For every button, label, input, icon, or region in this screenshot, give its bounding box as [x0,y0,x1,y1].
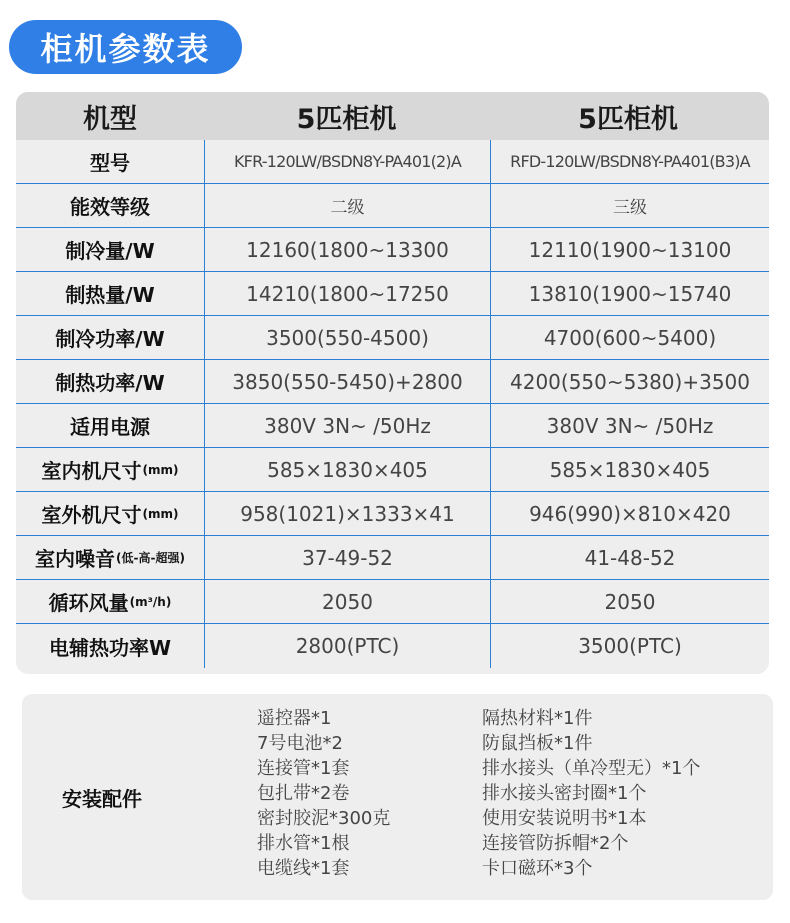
table-row [16,360,769,404]
row-label-text: 适用电源 [70,415,150,439]
row-label-text: 室内噪音 [35,547,116,571]
table-row [16,624,769,668]
cell-unit-b: 946(990)×810×420 [529,501,731,526]
row-label-text: 循环风量 [48,591,129,615]
cell-unit-a: 12160(1800~13300 [204,228,491,271]
row-label [16,580,204,623]
accessory-item: 排水管*1根 [257,833,350,854]
accessory-item: 连接管*1套 [257,758,350,779]
row-label-text: 能效等级 [70,195,150,219]
table-row [16,228,769,272]
accessory-item: 隔热材料*1件 [482,708,593,729]
row-label [16,184,204,227]
row-label [16,492,204,535]
table-row [16,448,769,492]
row-label-text: 电辅热功率W [48,635,172,660]
spec-table [16,92,769,674]
table-row [16,316,769,360]
table-row [16,492,769,536]
accessory-item: 排水接头密封圈*1个 [482,783,647,804]
cell-unit-a: KFR-120LW/BSDN8Y-PA401(2)A [204,140,491,183]
table-row [16,536,769,580]
accessory-item: 遥控器*1 [257,708,332,729]
row-label [16,360,204,403]
row-label [16,316,204,359]
table-row [16,184,769,228]
row-label-text: 室外机尺寸 [41,503,142,527]
accessory-item: 电缆线*1套 [257,858,350,879]
row-label-unit: (mm) [142,462,179,477]
cell-unit-b: 2050 [604,589,656,614]
accessory-item: 排水接头（单冷型无）*1个 [482,758,701,779]
cell-unit-b: 41-48-52 [584,545,676,570]
cell-unit-a: 3850(550-5450)+2800 [204,360,491,403]
row-label [16,272,204,315]
accessory-item: 包扎带*2卷 [257,783,350,804]
cell-unit-b: 13810(1900~15740 [528,281,732,306]
cell-unit-a: 585×1830×405 [204,448,491,491]
accessory-item: 防鼠挡板*1件 [482,733,593,754]
table-body [16,140,769,668]
cell-unit-a: 2800(PTC) [204,624,491,668]
cell-unit-b: 三级 [613,198,647,218]
row-label [16,448,204,491]
cell-unit-a: 2050 [204,580,491,623]
row-label-text: 制热量/W [65,283,155,307]
cell-unit-b: 3500(PTC) [578,634,682,658]
row-label-unit: (mm) [142,506,179,521]
accessory-item: 连接管防拆帽*2个 [482,833,629,854]
row-label [16,536,204,579]
cell-unit-a: 二级 [204,184,491,227]
row-label-text: 制冷量/W [65,239,155,263]
table-header [16,92,769,140]
accessories-list-right [482,706,700,881]
accessory-item: 使用安装说明书*1本 [482,808,647,829]
accessories-list-left [257,706,390,881]
header-unit-a: 5匹柜机 [296,103,397,135]
accessories-card [22,694,773,900]
cell-unit-a: 14210(1800~17250 [204,272,491,315]
row-label [16,404,204,447]
cell-unit-a: 3500(550-4500) [204,316,491,359]
row-label [16,140,204,183]
cell-unit-b: 4700(600~5400) [543,325,717,350]
table-row [16,140,769,184]
cell-unit-b: 585×1830×405 [549,457,711,482]
cell-unit-b: 4200(550~5380)+3500 [510,369,750,394]
row-label-text: 制冷功率/W [55,327,165,351]
accessories-label: 安装配件 [62,786,142,811]
table-row [16,580,769,624]
accessory-item: 卡口磁环*3个 [482,858,593,879]
table-row [16,272,769,316]
accessory-item: 密封胶泥*300克 [257,808,391,829]
page-title: 柜机参数表 [9,20,242,74]
row-label-text: 室内机尺寸 [41,459,142,483]
row-label-unit: (低-高-超强) [116,551,185,565]
accessory-item: 7号电池*2 [257,733,343,754]
row-label [16,624,204,668]
row-label-unit: (m³/h) [129,594,172,609]
row-label [16,228,204,271]
header-model: 机型 [83,103,137,135]
cell-unit-a: 380V 3N~ /50Hz [204,404,491,447]
cell-unit-a: 37-49-52 [204,536,491,579]
header-unit-b: 5匹柜机 [578,103,678,135]
row-label-text: 制热功率/W [55,371,165,395]
row-label-text: 型号 [90,151,130,175]
cell-unit-b: RFD-120LW/BSDN8Y-PA401(B3)A [510,152,750,171]
cell-unit-a: 958(1021)×1333×41 [204,492,491,535]
cell-unit-b: 380V 3N~ /50Hz [546,413,714,438]
table-row [16,404,769,448]
cell-unit-b: 12110(1900~13100 [528,237,732,262]
